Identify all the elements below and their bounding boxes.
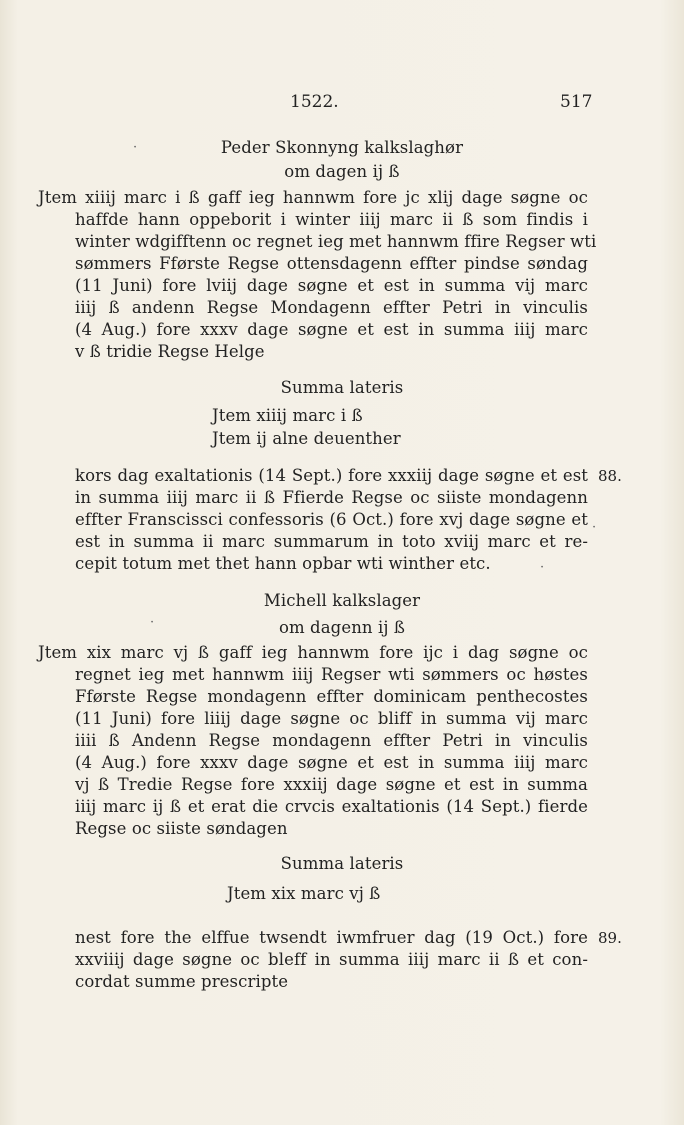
text-line: nest fore the elffue twsendt iwmfruer dag (19 Oct.) fore — [75, 928, 588, 947]
text-line: winter wdgifftenn oc regnet ieg met hannwm ffire Regser wti — [75, 232, 597, 251]
entry-name: Peder Skonnyng kalkslaghør — [220, 138, 464, 157]
text-line: iiii ß Andenn Regse mondagenn effter Petri in vinculis — [75, 731, 588, 750]
text-line: Jtem xiiij marc i ß gaff ieg hannwm fore jc xlij dage søgne oc — [38, 188, 588, 207]
year-heading: 1522. — [290, 92, 339, 112]
speck-mark: · — [592, 520, 597, 535]
summa-title: Summa lateris — [280, 854, 404, 873]
summa-line: Jtem ij alne deuenther — [212, 429, 401, 448]
text-line: (11 Juni) fore lviij dage søgne et est in summa vij marc — [75, 276, 588, 295]
text-line: haffde hann oppeborit i winter iiij marc ii ß som findis i — [75, 210, 588, 229]
text-line: Regse oc siiste søndagen — [75, 819, 288, 838]
text-line: in summa iiij marc ii ß Ffierde Regse oc siiste mondagenn — [75, 488, 588, 507]
text-line: (11 Juni) fore liiij dage søgne oc bliff in summa vij marc — [75, 709, 588, 728]
margin-number: 88. — [598, 467, 622, 485]
summa-line: Jtem xiiij marc i ß — [212, 406, 363, 425]
text-line: Jtem xix marc vj ß gaff ieg hannwm fore ijc i dag søgne oc — [38, 643, 588, 662]
speck-mark: · — [133, 140, 138, 155]
summa-title: Summa lateris — [280, 378, 404, 397]
text-line: regnet ieg met hannwm iiij Regser wti sømmers oc høstes — [75, 665, 588, 684]
speck-mark: · — [150, 615, 155, 630]
text-line: iiij marc ij ß et erat die crvcis exaltationis (14 Sept.) fierde — [75, 797, 588, 816]
text-line: cordat summe prescripte — [75, 972, 289, 991]
text-line: kors dag exaltationis (14 Sept.) fore xxxiij dage søgne et est — [75, 466, 588, 485]
text-line: iiij ß andenn Regse Mondagenn effter Petri in vinculis — [75, 298, 588, 317]
entry-name: Michell kalkslager — [263, 591, 421, 610]
text-line: sømmers Fførste Regse ottensdagenn effter pindse søndag — [75, 254, 588, 273]
text-line: cepit totum met thet hann opbar wti winther etc. — [75, 554, 491, 573]
text-line: (4 Aug.) fore xxxv dage søgne et est in summa iiij marc — [75, 320, 588, 339]
text-line: (4 Aug.) fore xxxv dage søgne et est in summa iiij marc — [75, 753, 588, 772]
summa-line: Jtem xix marc vj ß — [227, 884, 381, 903]
margin-number: 89. — [598, 929, 622, 947]
text-line: xxviiij dage søgne oc bleff in summa iiij marc ii ß et con- — [75, 950, 588, 969]
text-line: effter Franscissci confessoris (6 Oct.) fore xvj dage søgne et — [75, 510, 588, 529]
speck-mark: · — [540, 560, 545, 575]
entry-rate: om dagen ij ß — [284, 162, 400, 181]
text-line: est in summa ii marc summarum in toto xviij marc et re- — [75, 532, 588, 551]
text-line: Fførste Regse mondagenn effter dominicam penthecostes — [75, 687, 588, 706]
entry-rate: om dagenn ij ß — [278, 618, 406, 637]
page-header — [0, 92, 684, 116]
text-line: vj ß Tredie Regse fore xxxiij dage søgne et est in summa — [75, 775, 588, 794]
page-number: 517 — [560, 92, 593, 112]
text-line: v ß tridie Regse Helge — [75, 342, 265, 361]
